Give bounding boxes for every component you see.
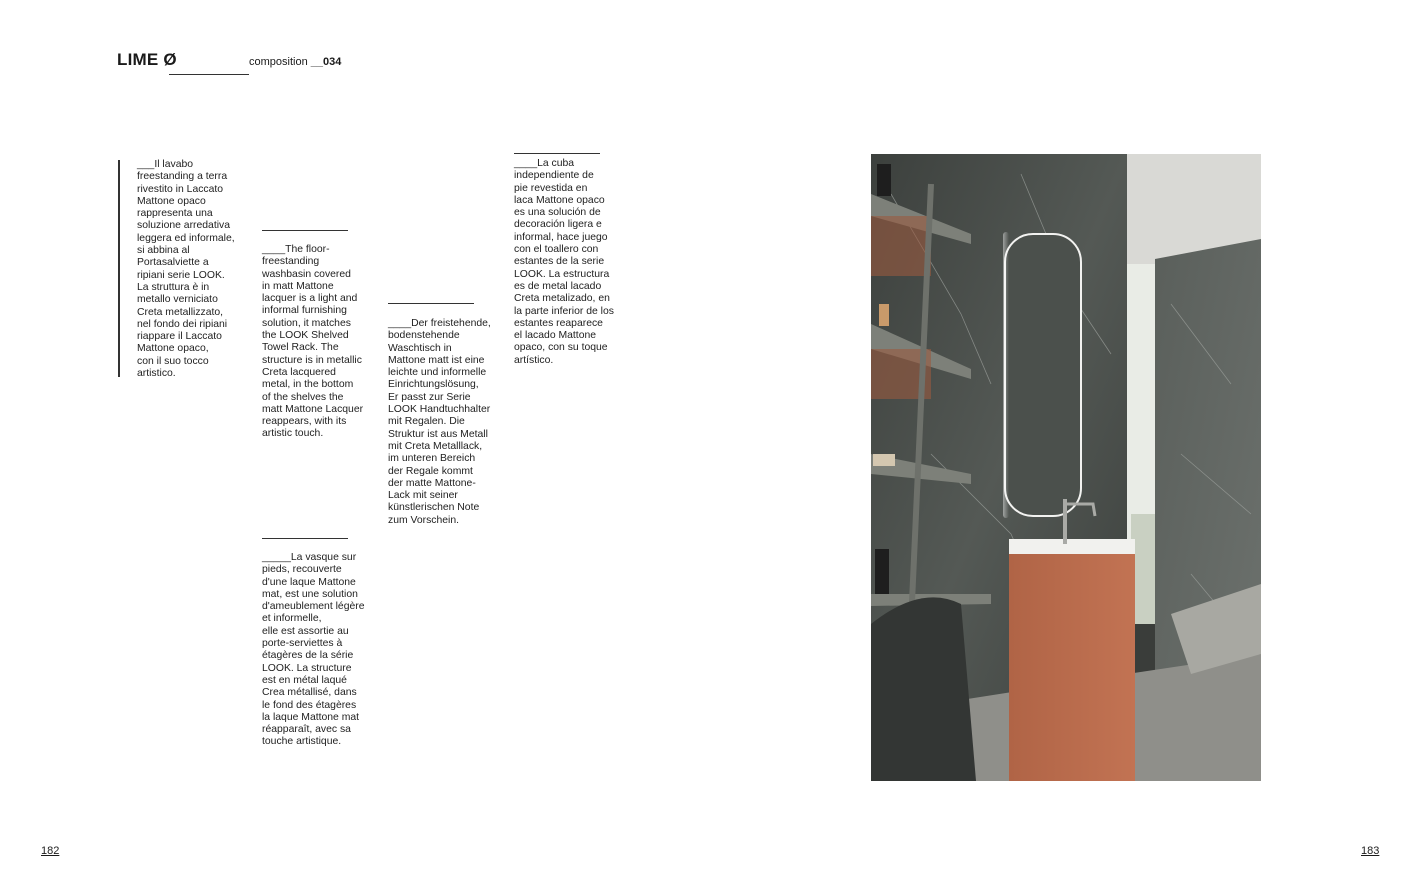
brand-title: LIME Ø — [117, 50, 177, 69]
bathroom-illustration — [871, 154, 1261, 781]
english-text: ____The floor- freestanding washbasin covered in matt Mattone lacquer is a light and informal furnishing solution, it matches the LOOK Shelved Towel Rack. The structure is in metallic Creta lacquered metal, in the bottom of the shelves the matt Mattone Lacquer reappears, with its artistic touch. — [262, 244, 364, 440]
italian-text: ___Il lavabo freestanding a terra rivestito in Laccato Mattone opaco rappresenta una soluzione arredativa leggera ed informale, si abbina al Portasalviette a ripiani serie LOOK. La struttura è in metallo verniciato Creta metallizzato, nel fondo dei ripiani riappare il Laccato Mattone opaco, con il suo tocco artistico. — [137, 159, 235, 380]
composition-heading — [249, 56, 341, 68]
spanish-rule — [514, 153, 600, 154]
german-rule — [388, 303, 474, 304]
bathroom-photo — [871, 154, 1261, 781]
french-text: _____La vasque sur pieds, recouverte d'une laque Mattone mat, est une solution d'ameublement légère et informelle, elle est assortie au porte-serviettes à étagères de la série LOOK. La structure est en métal laqué Crea métallisé, dans le fond des étagères la laque Mattone mat réapparaît, avec sa touche artistique. — [262, 552, 365, 748]
title-underline — [169, 74, 249, 75]
spanish-text: ____La cuba independiente de pie revestida en laca Mattone opaco es una solución de decoración ligera e informal, hace juego con el toallero con estantes de la serie LOOK. La estructura es de metal lacado Creta metalizado, en la parte inferior de los estantes reaparece el lacado Mattone opaco, con su toque artístico. — [514, 158, 614, 366]
page-number-right: 183 — [1361, 845, 1380, 857]
composition-number: __034 — [310, 56, 342, 68]
composition-label: composition — [249, 56, 308, 68]
french-rule — [262, 538, 348, 539]
page-number-left: 182 — [41, 845, 60, 857]
german-text: ____Der freistehende, bodenstehende Waschtisch in Mattone matt ist eine leichte und informelle Einrichtungslösung, Er passt zur Serie LOOK Handtuchhalter mit Regalen. Die Struktur ist aus Metall mit Creta Metalllack, im unteren Bereich der Regale kommt der matte Mattone- Lack mit seiner künstlerischen Note zum Vorschein. — [388, 318, 491, 526]
english-rule — [262, 230, 348, 231]
italian-side-bar — [118, 160, 120, 377]
